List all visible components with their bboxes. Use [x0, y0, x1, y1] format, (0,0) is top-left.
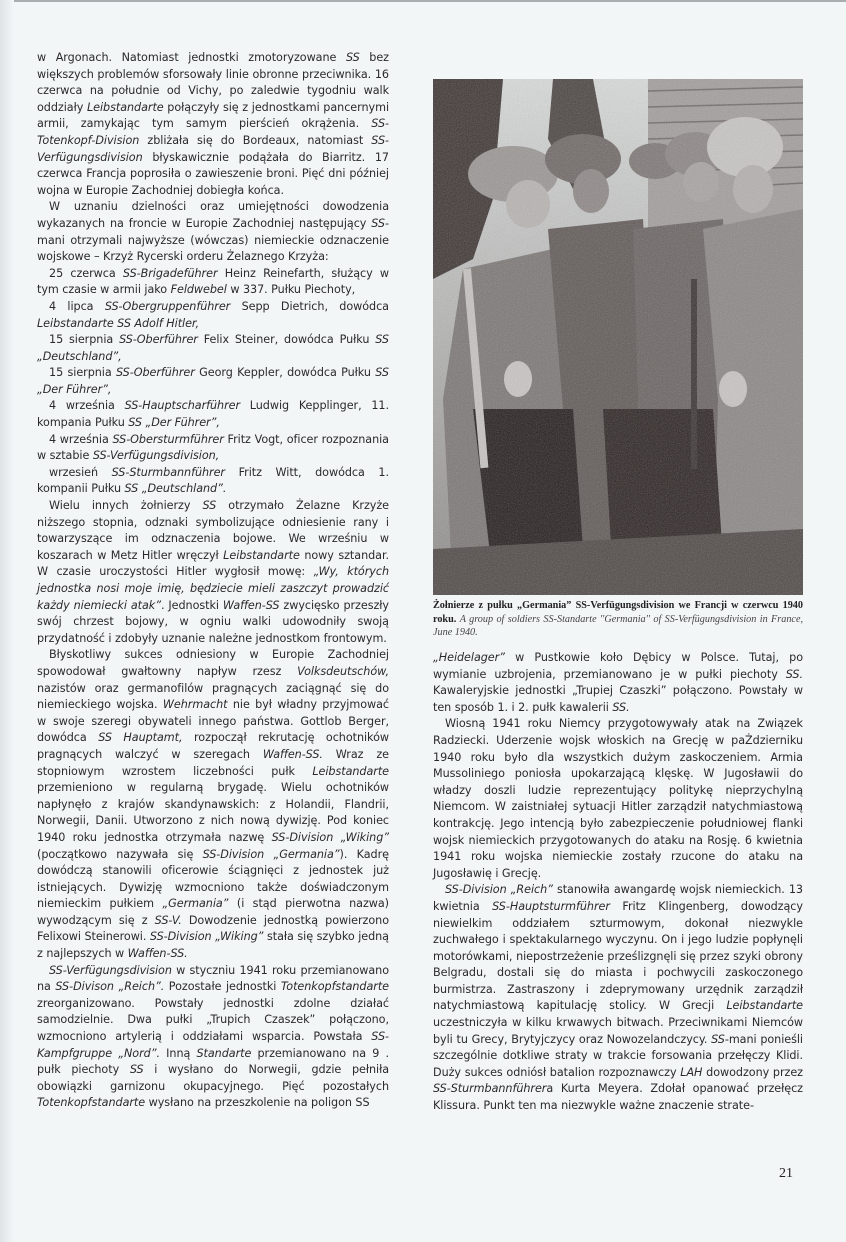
- text-run: zwycięsko przeszły swój chrzest bojowy, w ogniu walki udowodniły swoją przydatność i zdobyły uznanie należne jednostkom frontowym.: [37, 598, 389, 645]
- text-run: -mani otrzymali najwyższe (wówczas) niemieckie odznaczenie wojskowe – Krzyż Rycerski orderu Żelaznego Krzyża:: [37, 216, 389, 264]
- right-text-column: [433, 650, 803, 1115]
- text-run: i wysłano do Norwegii, gdzie pełniła obowiązki garnizonu okupacyjnego. Pięć pozostałych: [37, 1063, 390, 1093]
- italic-run: SS.: [785, 667, 803, 681]
- italic-run: Totenkopfstandarte: [37, 1096, 146, 1110]
- text-run: zbliżała się do Bordeaux, natomiast: [139, 133, 372, 147]
- italic-run: SS: [371, 216, 385, 230]
- italic-run: SS-Sturmbannführer: [111, 465, 225, 479]
- italic-run: SS-Obergruppenführer: [104, 299, 231, 313]
- text-run: -mani ponieśli szczególnie dotkliwe straty w trakcie forsowania przełęczy Klidi. Duży sukces odniósł batalion rozpoznawczy: [433, 1032, 803, 1079]
- text-run: Felix Steiner, dowódca Pułku: [197, 333, 376, 347]
- italic-run: „Heidelager”: [433, 651, 505, 664]
- text-run: wrzesień: [49, 465, 112, 479]
- paragraph: [37, 465, 389, 498]
- photo-caption: [433, 599, 803, 640]
- italic-run: Leibstandarte: [726, 999, 803, 1013]
- text-run: 4 września: [49, 399, 125, 413]
- text-run: w Argonach. Natomiast jednostki zmotoryzowane: [37, 51, 346, 64]
- text-run: Kawaleryjskie jednostki „Trupiej Czaszki” połączono. Powstały w ten sposób 1. i 2. pułk kawalerii: [433, 684, 803, 714]
- text-run: Wielu innych żołnierzy: [49, 499, 203, 513]
- text-run: a Kurta Meyera. Zdołał opanować przełęcz Klissura. Punkt ten ma niezwykle ważne znaczenie strate-: [433, 1082, 803, 1113]
- soldiers-photo: [433, 79, 803, 595]
- text-run: nie był władny przyjmować w swoje szeregi obywateli innego państwa. Gottlob Berger, dowódca: [37, 698, 389, 745]
- paragraph: [37, 647, 389, 962]
- page-top-edge: [0, 0, 846, 2]
- italic-run: SS: [202, 499, 217, 513]
- text-run: rozpoczął rekrutację ochotników pragnących walczyć w szeregach: [37, 731, 389, 761]
- text-run: zreorganizowano. Powstały jednostki zdolne działać samodzielnie. Dwa pułki „Trupich Czaszek” połączono, wzmocniono artylerią i oddziałami wsparcia. Powstała: [37, 996, 389, 1044]
- left-text-column: [37, 50, 389, 1112]
- paragraph: [37, 365, 389, 398]
- italic-run: SS-Oberführer: [119, 333, 198, 347]
- italic-run: Leibstandarte: [223, 548, 300, 562]
- italic-run: „Germania”: [162, 897, 229, 911]
- italic-run: SS-Division „Germania”: [202, 847, 340, 861]
- paragraph: [37, 332, 389, 365]
- text-run: uczestniczyła w kilku krwawych bitwach. Przeciwnikami Niemców byli tu Grecy, Brytyjczycy oraz Nowozelandczycy.: [433, 1016, 803, 1046]
- text-run: w Pustkowie koło Dębicy w Polsce. Tutaj, po wymianie uzbrojenia, przemianowano je w pułki piechoty: [433, 651, 803, 681]
- text-run: stanowiła awangardę wojsk niemieckich. 13 kwietnia: [433, 883, 803, 913]
- text-run: Wiosną 1941 roku Niemcy przygotowywały atak na Związek Radziecki. Uderzenie wojsk włoskich na Grecję w paŻdzierniku 1940 roku było dla wszystkich dużym zaskoczeniem. Armia Mussoliniego poniosła upokarzającą klęskę. W Jugosławii do władzy doszli ludzie reprezentujący politykę nieprzychylną Niemcom. W zaistniałej sytuacji Hitler zarządził natychmiastową kontrakcję. Jego intencją było zabezpieczenie południowej flanki wojsk niemieckich przygotowanych do ataku na Rosję. 6 kwietnia 1941 roku wojska niemieckie zostały rzucone do ataku na Jugosławię i Grecję.: [433, 717, 803, 880]
- text-run: otrzymało Żelazne Krzyże niższego stopnia, odznaki symbolizujące odniesienie rany i towarzyszące im odznaczenia bojowe. We wrześniu w koszarach w Metz Hitler wręczył: [37, 499, 389, 562]
- italic-run: SS-Brigadeführer: [122, 266, 218, 280]
- text-run: nazistów oraz germanofilów pragnących zaciągnąć się do niemieckiego wojska.: [37, 681, 389, 712]
- paragraph: [433, 650, 803, 716]
- italic-run: SS: [711, 1032, 725, 1046]
- italic-run: Waffen-SS.: [262, 747, 323, 761]
- page-gutter-shade: [0, 0, 14, 1242]
- text-run: 4 lipca: [49, 299, 105, 313]
- paragraph: [37, 299, 389, 332]
- italic-run: SS-Division „Wiking”: [149, 930, 264, 944]
- text-run: Inną: [159, 1046, 197, 1060]
- page-number: 21: [779, 1166, 793, 1181]
- text-run: dowodzony przez: [702, 1065, 803, 1079]
- italic-run: SS-Totenkopf-Division: [37, 117, 389, 147]
- text-run: w styczniu 1941 roku przemianowano na: [37, 963, 389, 994]
- italic-run: SS: [345, 51, 360, 64]
- italic-run: SS „Der Führer”,: [37, 366, 389, 396]
- italic-run: SS-Verfügungsdivision: [37, 133, 389, 164]
- text-run: przemieniono w regularną brygadę. Wielu ochotników napłynęło z krajów skandynawskich: z Holandii, Flandrii, Norwegii, Danii. Utworzono z nich nową dywizję. Pod koniec 1940 roku jednostka otrzymała nazwę: [37, 781, 389, 844]
- text-run: nowy sztandar. W czasie uroczystości Hitler wygłosił mowę:: [37, 548, 389, 579]
- text-run: Heinz Reinefarth, służący w tym czasie w armii jako: [37, 266, 389, 297]
- italic-run: Volksdeutschów,: [297, 664, 389, 678]
- italic-run: Waffen-SS.: [127, 947, 188, 961]
- text-run: połączyły się z jednostkami pancernymi armii, zamykając tym samym pierścień okrążenia.: [37, 100, 389, 131]
- text-run: Sepp Dietrich, dowódca: [230, 299, 389, 313]
- text-run: 15 sierpnia: [49, 333, 120, 347]
- italic-run: SS-Division „Wiking”: [271, 830, 389, 844]
- text-run: Fritz Vogt, oficer rozpoznania w sztabie: [37, 432, 389, 463]
- text-run: Błyskotliwy sukces odniesiony w Europie Zachodniej spowodował gwałtowny napływ rzesz: [37, 648, 389, 678]
- text-run: . Jednostki: [160, 598, 223, 612]
- text-run: przemianowano na 9 . pułk piechoty: [37, 1046, 390, 1077]
- caption-english: A group of soldiers SS-Standarte ''Germania'' of SS-Verfügungsdivision in France, June 1940.: [433, 613, 804, 638]
- paragraph: [37, 199, 389, 265]
- text-run: w 337. Pułku Piechoty,: [226, 283, 356, 297]
- italic-run: SS-Obersturmführer: [112, 432, 224, 446]
- italic-run: SS-Divison „Reich”.: [55, 980, 165, 994]
- text-run: 15 sierpnia: [49, 366, 116, 380]
- text-run: wysłano na przeszkolenie na poligon SS: [145, 1096, 370, 1110]
- text-run: stała się szybko jedną z najlepszych w: [37, 930, 389, 961]
- text-run: (i stąd pierwotna nazwa) wywodzącym się z: [37, 897, 389, 927]
- italic-run: SS „Deutschland”.: [124, 482, 227, 496]
- text-run: bez większych problemów sforsowały linie obronne przeciwnika. 16 czerwca na południe od Vichy, po zaledwie tygodniu walk oddziały: [37, 51, 389, 114]
- text-run: (początkowo nazywała się: [37, 847, 203, 861]
- italic-run: SS-Sturmbannführer: [433, 1082, 547, 1096]
- italic-run: SS-Hauptscharführer: [124, 399, 241, 413]
- text-run: Pozostałe jednostki: [164, 980, 281, 994]
- italic-run: SS-Verfügungsdivision: [49, 963, 172, 977]
- paragraph: [37, 266, 389, 299]
- paragraph: [37, 498, 389, 647]
- italic-run: SS Hauptamt,: [98, 731, 183, 745]
- italic-run: Wehrmacht: [162, 698, 228, 712]
- italic-run: Totenkopfstandarte: [280, 980, 389, 994]
- italic-run: SS „Der Führer”,: [128, 416, 220, 430]
- paragraph: [37, 50, 389, 199]
- italic-run: SS-V.: [154, 913, 182, 927]
- italic-run: SS-Division „Reich”: [445, 883, 553, 897]
- italic-run: SS-Oberführer: [116, 366, 195, 380]
- paragraph: [433, 882, 803, 1114]
- italic-run: Leibstandarte SS Adolf Hitler,: [37, 316, 199, 330]
- text-run: Wraz ze stopniowym wzrostem liczebności pułk: [37, 747, 389, 778]
- text-run: 4 września: [49, 432, 113, 446]
- italic-run: SS-Verfügungsdivision,: [92, 449, 220, 463]
- italic-run: SS.: [612, 700, 630, 714]
- caption-polish: Żołnierze z pułku „Germania” SS-Verfügungsdivision we Francji w czerwcu 1940 roku.: [433, 600, 803, 625]
- italic-run: Waffen-SS: [222, 598, 280, 612]
- italic-run: Leibstandarte: [86, 100, 164, 114]
- text-run: ). Kadrę dowódczą stanowili oficerowie ściągnięci z jednostek już istniejących. Dywizję wzmocniono także doświadczonym niemieckim pułkiem: [37, 847, 389, 911]
- italic-run: SS-Hauptsturmführer: [492, 899, 610, 913]
- text-run: Georg Keppler, dowódca Pułku: [194, 366, 376, 380]
- italic-run: SS-Kampfgruppe „Nord”.: [37, 1030, 389, 1060]
- italic-run: Standarte: [196, 1046, 252, 1060]
- italic-run: Feldwebel: [170, 283, 227, 297]
- photo-image: [433, 79, 803, 595]
- text-run: błyskawicznie podążała do Biarritz. 17 czerwca Francja poprosiła o zawieszenie broni. Pięć dni później wojna w Europie Zachodniej dobiegła końca.: [37, 150, 389, 197]
- italic-run: „Wy, których jednostka nosi moje imię, będziecie mieli zaszczyt prowadzić każdy niemiecki atak”: [37, 565, 389, 612]
- paragraph: [37, 398, 389, 431]
- paragraph: [37, 963, 389, 1112]
- text-run: Ludwig Kepplinger, 11. kompania Pułku: [37, 399, 389, 430]
- italic-run: SS „Deutschland”,: [37, 333, 389, 363]
- text-run: Dowodzenie jednostką powierzono Felixowi Steinerowi.: [37, 913, 389, 944]
- paragraph: [37, 432, 389, 465]
- text-run: 25 czerwca: [49, 266, 123, 280]
- paragraph: [433, 716, 803, 882]
- text-run: Fritz Witt, dowódca 1. kompanii Pułku: [37, 465, 389, 496]
- italic-run: SS: [129, 1063, 144, 1077]
- text-run: Fritz Klingenberg, dowodzący niewielkim oddziałem szturmowym, dokonał niezwykle zuchwałego i spektakularnego wyczynu. On i jego ludzie popłynęli motorówkami, niepostrzeżenie prześlizgnęli się przez szyki obrony Belgradu, dostali się do miasta i pochwycili zaskoczonego burmistrza. Zastraszony i zdeprymowany urzędnik zarządził natychmiastową kapitulację stolicy. W Grecji: [433, 899, 803, 1013]
- italic-run: Leibstandarte: [312, 764, 389, 778]
- italic-run: LAH: [680, 1065, 703, 1079]
- text-run: W uznaniu dzielności oraz umiejętności dowodzenia wykazanych na froncie w Europie Zachodniej następujący: [37, 200, 389, 230]
